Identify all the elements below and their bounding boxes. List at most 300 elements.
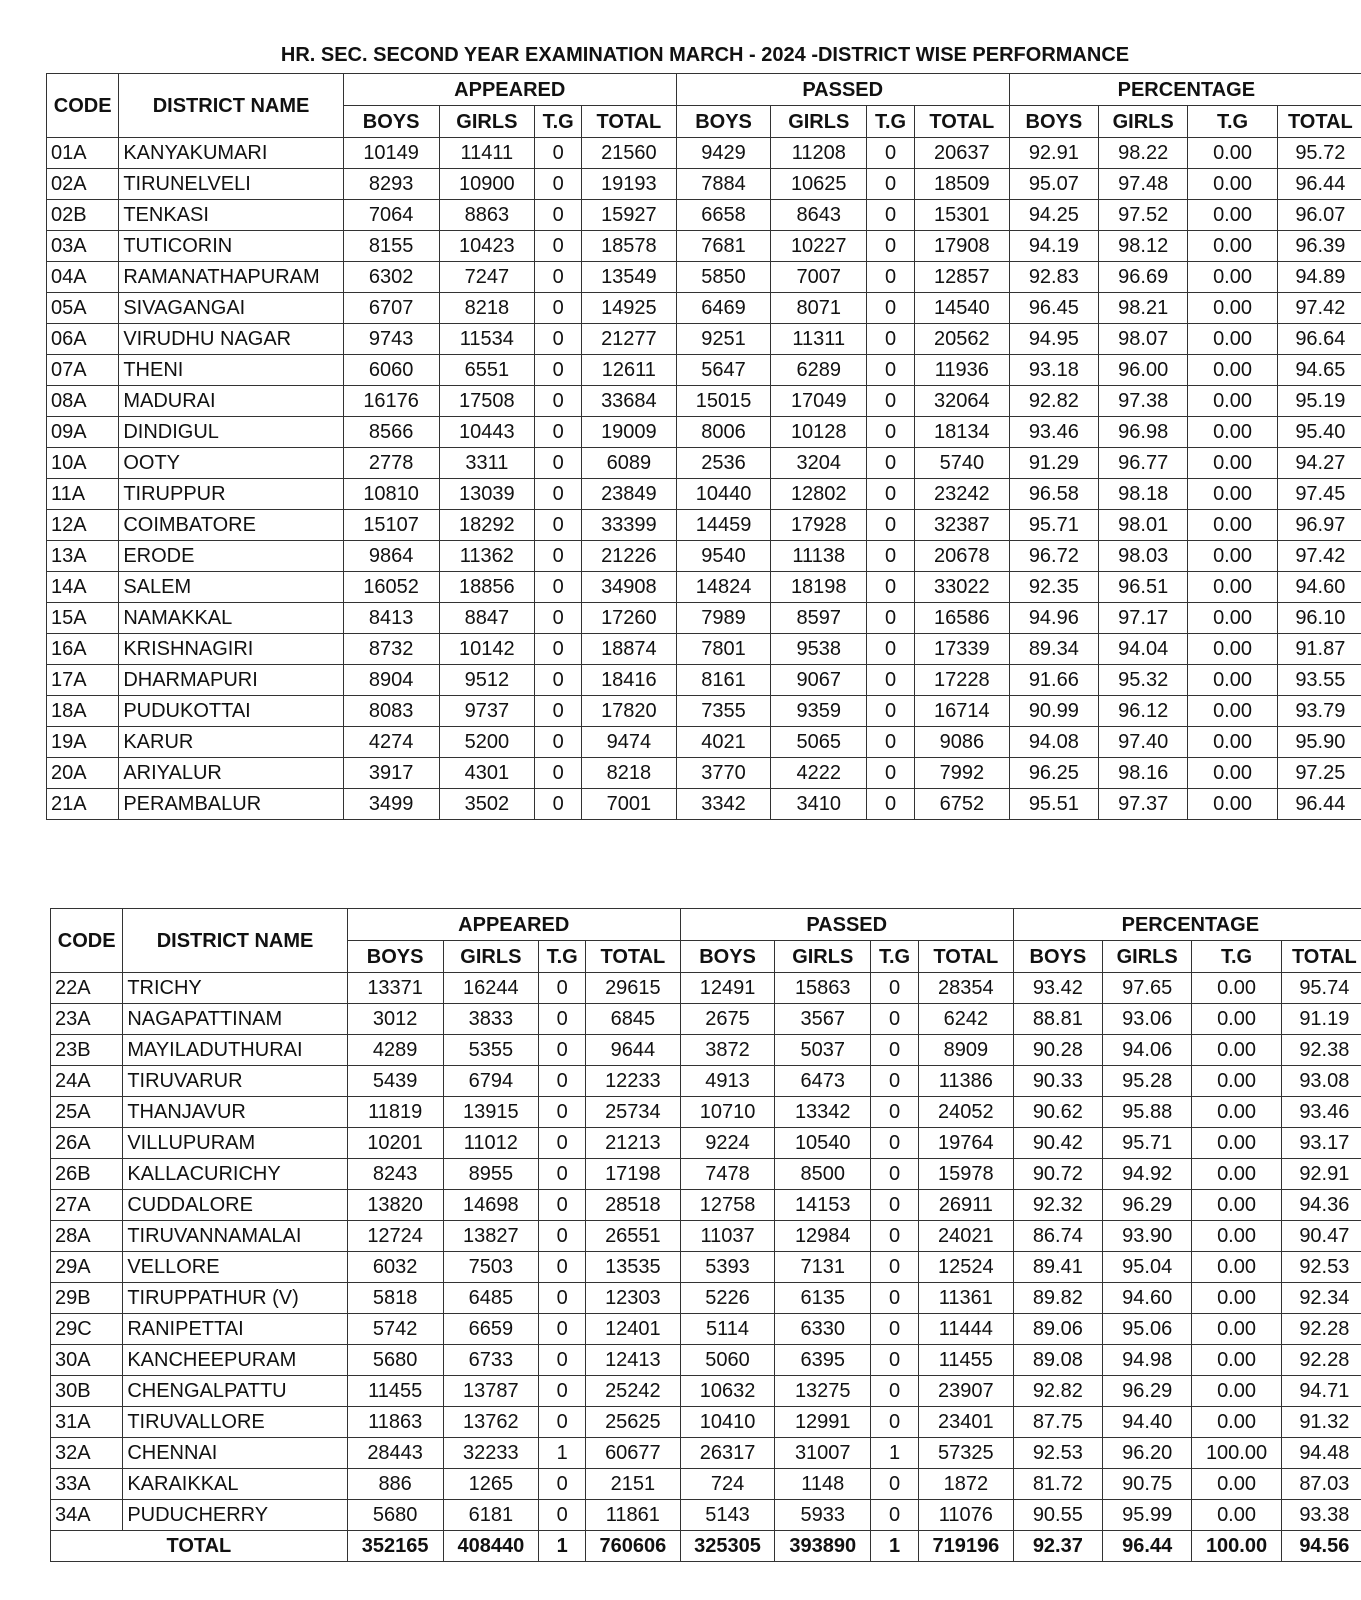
value-cell: 3342 (676, 789, 771, 820)
value-cell: 0 (871, 1283, 919, 1314)
value-cell: 17908 (914, 231, 1009, 262)
total-cell: 352165 (347, 1531, 443, 1562)
girls-header: GIRLS (1099, 106, 1188, 138)
value-cell: 13371 (347, 973, 443, 1004)
value-cell: 89.06 (1013, 1314, 1102, 1345)
value-cell: 0.00 (1192, 1035, 1281, 1066)
value-cell: 7503 (443, 1252, 539, 1283)
value-cell: 0 (539, 973, 586, 1004)
value-cell: 97.25 (1277, 758, 1361, 789)
value-cell: 5850 (676, 262, 771, 293)
value-cell: 89.34 (1009, 634, 1098, 665)
value-cell: 8218 (582, 758, 677, 789)
value-cell: 23907 (918, 1376, 1013, 1407)
value-cell: 10423 (439, 231, 535, 262)
table-row (47, 758, 1361, 789)
value-cell: 9086 (914, 727, 1009, 758)
value-cell: 25734 (586, 1097, 681, 1128)
value-cell: 96.98 (1099, 417, 1188, 448)
value-cell: 92.38 (1281, 1035, 1361, 1066)
value-cell: 0.00 (1188, 789, 1277, 820)
value-cell: 2151 (586, 1469, 681, 1500)
value-cell: 0 (867, 324, 915, 355)
total-cell: 408440 (443, 1531, 539, 1562)
value-cell: 57325 (918, 1438, 1013, 1469)
value-cell: 4289 (347, 1035, 443, 1066)
value-cell: 94.48 (1281, 1438, 1361, 1469)
value-cell: 93.08 (1281, 1066, 1361, 1097)
value-cell: 95.71 (1103, 1128, 1192, 1159)
value-cell: 18292 (439, 510, 535, 541)
district-code-cell: 02A (47, 169, 119, 200)
value-cell: 0.00 (1188, 665, 1277, 696)
value-cell: 0 (871, 1345, 919, 1376)
table-row (47, 634, 1361, 665)
value-cell: 6485 (443, 1283, 539, 1314)
value-cell: 0 (871, 1221, 919, 1252)
value-cell: 92.91 (1009, 138, 1098, 169)
value-cell: 15863 (775, 973, 871, 1004)
appeared-header: APPEARED (343, 74, 676, 106)
value-cell: 0 (539, 1066, 586, 1097)
district-code-cell: 20A (47, 758, 119, 789)
table-row (47, 138, 1361, 169)
district-name-cell: KALLACURICHY (123, 1159, 347, 1190)
table-row (51, 1066, 1361, 1097)
district-code-cell: 15A (47, 603, 119, 634)
value-cell: 0.00 (1188, 541, 1277, 572)
value-cell: 13787 (443, 1376, 539, 1407)
value-cell: 6845 (586, 1004, 681, 1035)
value-cell: 11138 (771, 541, 867, 572)
value-cell: 12233 (586, 1066, 681, 1097)
value-cell: 90.33 (1013, 1066, 1102, 1097)
value-cell: 33684 (582, 386, 677, 417)
value-cell: 25625 (586, 1407, 681, 1438)
value-cell: 8909 (918, 1035, 1013, 1066)
value-cell: 96.77 (1099, 448, 1188, 479)
value-cell: 5393 (680, 1252, 775, 1283)
value-cell: 0 (539, 1097, 586, 1128)
district-code-cell: 26A (51, 1128, 123, 1159)
value-cell: 0 (535, 169, 582, 200)
value-cell: 0.00 (1188, 138, 1277, 169)
value-cell: 7007 (771, 262, 867, 293)
total-header: TOTAL (1281, 941, 1361, 973)
district-name-cell: TIRUVARUR (123, 1066, 347, 1097)
value-cell: 14459 (676, 510, 771, 541)
value-cell: 3833 (443, 1004, 539, 1035)
value-cell: 94.06 (1103, 1035, 1192, 1066)
value-cell: 20637 (914, 138, 1009, 169)
value-cell: 15107 (343, 510, 439, 541)
table-row (51, 1128, 1361, 1159)
value-cell: 13915 (443, 1097, 539, 1128)
value-cell: 0 (539, 1252, 586, 1283)
value-cell: 94.40 (1103, 1407, 1192, 1438)
value-cell: 11455 (918, 1345, 1013, 1376)
table-row (47, 355, 1361, 386)
value-cell: 96.97 (1277, 510, 1361, 541)
value-cell: 19193 (582, 169, 677, 200)
value-cell: 8083 (343, 696, 439, 727)
value-cell: 5439 (347, 1066, 443, 1097)
table-row (47, 665, 1361, 696)
district-code-cell: 23B (51, 1035, 123, 1066)
value-cell: 94.25 (1009, 200, 1098, 231)
value-cell: 0.00 (1188, 727, 1277, 758)
district-name-cell: TIRUPPATHUR (V) (123, 1283, 347, 1314)
value-cell: 18874 (582, 634, 677, 665)
value-cell: 1265 (443, 1469, 539, 1500)
table-row (47, 510, 1361, 541)
district-code-cell: 03A (47, 231, 119, 262)
value-cell: 18198 (771, 572, 867, 603)
value-cell: 0.00 (1188, 603, 1277, 634)
value-cell: 11863 (347, 1407, 443, 1438)
district-name-cell: VILLUPURAM (123, 1128, 347, 1159)
value-cell: 6395 (775, 1345, 871, 1376)
value-cell: 5680 (347, 1345, 443, 1376)
value-cell: 4021 (676, 727, 771, 758)
value-cell: 6551 (439, 355, 535, 386)
value-cell: 0 (539, 1376, 586, 1407)
value-cell: 94.60 (1103, 1283, 1192, 1314)
value-cell: 0 (871, 1469, 919, 1500)
value-cell: 21277 (582, 324, 677, 355)
value-cell: 6658 (676, 200, 771, 231)
table-row (51, 1004, 1361, 1035)
value-cell: 9067 (771, 665, 867, 696)
value-cell: 0.00 (1188, 231, 1277, 262)
table-row (47, 789, 1361, 820)
value-cell: 16176 (343, 386, 439, 417)
passed-header: PASSED (680, 909, 1013, 941)
value-cell: 8006 (676, 417, 771, 448)
value-cell: 89.82 (1013, 1283, 1102, 1314)
district-name-cell: COIMBATORE (119, 510, 343, 541)
value-cell: 0.00 (1192, 1190, 1281, 1221)
total-cell: 1 (539, 1531, 586, 1562)
value-cell: 97.42 (1277, 541, 1361, 572)
table-row (47, 231, 1361, 262)
value-cell: 0 (867, 541, 915, 572)
value-cell: 11362 (439, 541, 535, 572)
table-row (51, 1469, 1361, 1500)
value-cell: 0 (867, 789, 915, 820)
district-code-cell: 29C (51, 1314, 123, 1345)
value-cell: 6135 (775, 1283, 871, 1314)
value-cell: 6181 (443, 1500, 539, 1531)
value-cell: 26911 (918, 1190, 1013, 1221)
value-cell: 87.03 (1281, 1469, 1361, 1500)
value-cell: 91.29 (1009, 448, 1098, 479)
value-cell: 33022 (914, 572, 1009, 603)
tg-header: T.G (871, 941, 919, 973)
code-header: CODE (51, 909, 123, 973)
value-cell: 94.60 (1277, 572, 1361, 603)
value-cell: 16586 (914, 603, 1009, 634)
total-cell: 719196 (918, 1531, 1013, 1562)
value-cell: 97.37 (1099, 789, 1188, 820)
value-cell: 0 (539, 1004, 586, 1035)
value-cell: 10227 (771, 231, 867, 262)
value-cell: 94.36 (1281, 1190, 1361, 1221)
district-name-cell: VELLORE (123, 1252, 347, 1283)
value-cell: 15927 (582, 200, 677, 231)
district-name-cell: CHENNAI (123, 1438, 347, 1469)
value-cell: 93.55 (1277, 665, 1361, 696)
value-cell: 95.19 (1277, 386, 1361, 417)
table-row (47, 324, 1361, 355)
value-cell: 8071 (771, 293, 867, 324)
value-cell: 10149 (343, 138, 439, 169)
value-cell: 92.28 (1281, 1345, 1361, 1376)
value-cell: 18509 (914, 169, 1009, 200)
value-cell: 94.08 (1009, 727, 1098, 758)
value-cell: 88.81 (1013, 1004, 1102, 1035)
total-label: TOTAL (51, 1531, 348, 1562)
value-cell: 93.38 (1281, 1500, 1361, 1531)
table-row (51, 1345, 1361, 1376)
district-code-cell: 21A (47, 789, 119, 820)
value-cell: 0 (535, 789, 582, 820)
value-cell: 6089 (582, 448, 677, 479)
value-cell: 6289 (771, 355, 867, 386)
value-cell: 5740 (914, 448, 1009, 479)
value-cell: 17928 (771, 510, 867, 541)
value-cell: 0 (871, 1159, 919, 1190)
value-cell: 91.19 (1281, 1004, 1361, 1035)
district-code-cell: 07A (47, 355, 119, 386)
district-name-cell: RAMANATHAPURAM (119, 262, 343, 293)
value-cell: 12401 (586, 1314, 681, 1345)
value-cell: 12802 (771, 479, 867, 510)
value-cell: 94.96 (1009, 603, 1098, 634)
value-cell: 33399 (582, 510, 677, 541)
value-cell: 11386 (918, 1066, 1013, 1097)
value-cell: 9251 (676, 324, 771, 355)
table-row (47, 448, 1361, 479)
value-cell: 96.29 (1103, 1190, 1192, 1221)
value-cell: 0 (535, 293, 582, 324)
value-cell: 6733 (443, 1345, 539, 1376)
value-cell: 11861 (586, 1500, 681, 1531)
value-cell: 0.00 (1192, 1345, 1281, 1376)
value-cell: 96.12 (1099, 696, 1188, 727)
value-cell: 32064 (914, 386, 1009, 417)
value-cell: 0 (535, 417, 582, 448)
value-cell: 91.32 (1281, 1407, 1361, 1438)
value-cell: 97.52 (1099, 200, 1188, 231)
value-cell: 23401 (918, 1407, 1013, 1438)
value-cell: 0 (539, 1314, 586, 1345)
table-row (47, 417, 1361, 448)
boys-header: BOYS (347, 941, 443, 973)
value-cell: 0.00 (1192, 1252, 1281, 1283)
table-row (47, 169, 1361, 200)
tg-header: T.G (539, 941, 586, 973)
value-cell: 5818 (347, 1283, 443, 1314)
value-cell: 9512 (439, 665, 535, 696)
value-cell: 13549 (582, 262, 677, 293)
value-cell: 0 (535, 448, 582, 479)
value-cell: 34908 (582, 572, 677, 603)
value-cell: 10443 (439, 417, 535, 448)
boys-header: BOYS (1009, 106, 1098, 138)
value-cell: 98.03 (1099, 541, 1188, 572)
value-cell: 0 (867, 727, 915, 758)
district-code-cell: 16A (47, 634, 119, 665)
value-cell: 8218 (439, 293, 535, 324)
value-cell: 18578 (582, 231, 677, 262)
value-cell: 7478 (680, 1159, 775, 1190)
value-cell: 0.00 (1192, 1066, 1281, 1097)
value-cell: 95.40 (1277, 417, 1361, 448)
value-cell: 14540 (914, 293, 1009, 324)
district-name-cell: DHARMAPURI (119, 665, 343, 696)
district-code-cell: 23A (51, 1004, 123, 1035)
value-cell: 60677 (586, 1438, 681, 1469)
value-cell: 6659 (443, 1314, 539, 1345)
value-cell: 12303 (586, 1283, 681, 1314)
value-cell: 90.75 (1103, 1469, 1192, 1500)
value-cell: 9540 (676, 541, 771, 572)
value-cell: 93.90 (1103, 1221, 1192, 1252)
value-cell: 0 (871, 1066, 919, 1097)
value-cell: 17508 (439, 386, 535, 417)
value-cell: 5114 (680, 1314, 775, 1345)
value-cell: 5742 (347, 1314, 443, 1345)
value-cell: 8904 (343, 665, 439, 696)
value-cell: 97.40 (1099, 727, 1188, 758)
value-cell: 19764 (918, 1128, 1013, 1159)
value-cell: 3770 (676, 758, 771, 789)
value-cell: 0 (867, 417, 915, 448)
value-cell: 95.90 (1277, 727, 1361, 758)
value-cell: 29615 (586, 973, 681, 1004)
value-cell: 94.92 (1103, 1159, 1192, 1190)
district-name-cell: MAYILADUTHURAI (123, 1035, 347, 1066)
value-cell: 24021 (918, 1221, 1013, 1252)
value-cell: 0 (867, 510, 915, 541)
value-cell: 0.00 (1188, 510, 1277, 541)
value-cell: 93.79 (1277, 696, 1361, 727)
value-cell: 3872 (680, 1035, 775, 1066)
value-cell: 0 (871, 1500, 919, 1531)
value-cell: 10142 (439, 634, 535, 665)
value-cell: 724 (680, 1469, 775, 1500)
value-cell: 0 (867, 262, 915, 293)
value-cell: 1148 (775, 1469, 871, 1500)
district-name-cell: MADURAI (119, 386, 343, 417)
value-cell: 21213 (586, 1128, 681, 1159)
district-code-cell: 29B (51, 1283, 123, 1314)
value-cell: 9429 (676, 138, 771, 169)
value-cell: 17228 (914, 665, 1009, 696)
value-cell: 0 (535, 479, 582, 510)
district-name-cell: TIRUVANNAMALAI (123, 1221, 347, 1252)
value-cell: 3502 (439, 789, 535, 820)
boys-header: BOYS (1013, 941, 1102, 973)
value-cell: 886 (347, 1469, 443, 1500)
value-cell: 6242 (918, 1004, 1013, 1035)
value-cell: 11311 (771, 324, 867, 355)
value-cell: 90.55 (1013, 1500, 1102, 1531)
boys-header: BOYS (343, 106, 439, 138)
district-code-cell: 24A (51, 1066, 123, 1097)
value-cell: 97.65 (1103, 973, 1192, 1004)
value-cell: 90.72 (1013, 1159, 1102, 1190)
value-cell: 23849 (582, 479, 677, 510)
table-row (51, 1407, 1361, 1438)
value-cell: 0 (539, 1035, 586, 1066)
district-name-cell: PUDUCHERRY (123, 1500, 347, 1531)
value-cell: 3311 (439, 448, 535, 479)
value-cell: 28354 (918, 973, 1013, 1004)
total-cell: 1 (871, 1531, 919, 1562)
table-row (47, 479, 1361, 510)
passed-header: PASSED (676, 74, 1009, 106)
district-name-cell: OOTY (119, 448, 343, 479)
district-name-header: DISTRICT NAME (119, 74, 343, 138)
value-cell: 32387 (914, 510, 1009, 541)
district-name-cell: TIRUNELVELI (119, 169, 343, 200)
value-cell: 96.45 (1009, 293, 1098, 324)
value-cell: 3567 (775, 1004, 871, 1035)
tg-header: T.G (535, 106, 582, 138)
value-cell: 10632 (680, 1376, 775, 1407)
value-cell: 96.44 (1277, 169, 1361, 200)
value-cell: 11455 (347, 1376, 443, 1407)
district-name-cell: ARIYALUR (119, 758, 343, 789)
value-cell: 95.88 (1103, 1097, 1192, 1128)
value-cell: 15978 (918, 1159, 1013, 1190)
girls-header: GIRLS (775, 941, 871, 973)
value-cell: 26317 (680, 1438, 775, 1469)
value-cell: 2778 (343, 448, 439, 479)
value-cell: 0.00 (1188, 262, 1277, 293)
value-cell: 9224 (680, 1128, 775, 1159)
value-cell: 7681 (676, 231, 771, 262)
table-row (51, 1500, 1361, 1531)
value-cell: 0.00 (1188, 417, 1277, 448)
value-cell: 13762 (443, 1407, 539, 1438)
value-cell: 93.46 (1009, 417, 1098, 448)
value-cell: 91.66 (1009, 665, 1098, 696)
value-cell: 98.12 (1099, 231, 1188, 262)
district-code-cell: 19A (47, 727, 119, 758)
value-cell: 92.83 (1009, 262, 1098, 293)
value-cell: 92.91 (1281, 1159, 1361, 1190)
value-cell: 97.48 (1099, 169, 1188, 200)
value-cell: 0 (871, 1035, 919, 1066)
value-cell: 89.08 (1013, 1345, 1102, 1376)
value-cell: 26551 (586, 1221, 681, 1252)
value-cell: 87.75 (1013, 1407, 1102, 1438)
value-cell: 8566 (343, 417, 439, 448)
value-cell: 10440 (676, 479, 771, 510)
value-cell: 15015 (676, 386, 771, 417)
value-cell: 0.00 (1188, 169, 1277, 200)
value-cell: 25242 (586, 1376, 681, 1407)
value-cell: 6469 (676, 293, 771, 324)
value-cell: 0 (867, 665, 915, 696)
value-cell: 18416 (582, 665, 677, 696)
value-cell: 0.00 (1188, 479, 1277, 510)
value-cell: 7131 (775, 1252, 871, 1283)
girls-header: GIRLS (443, 941, 539, 973)
